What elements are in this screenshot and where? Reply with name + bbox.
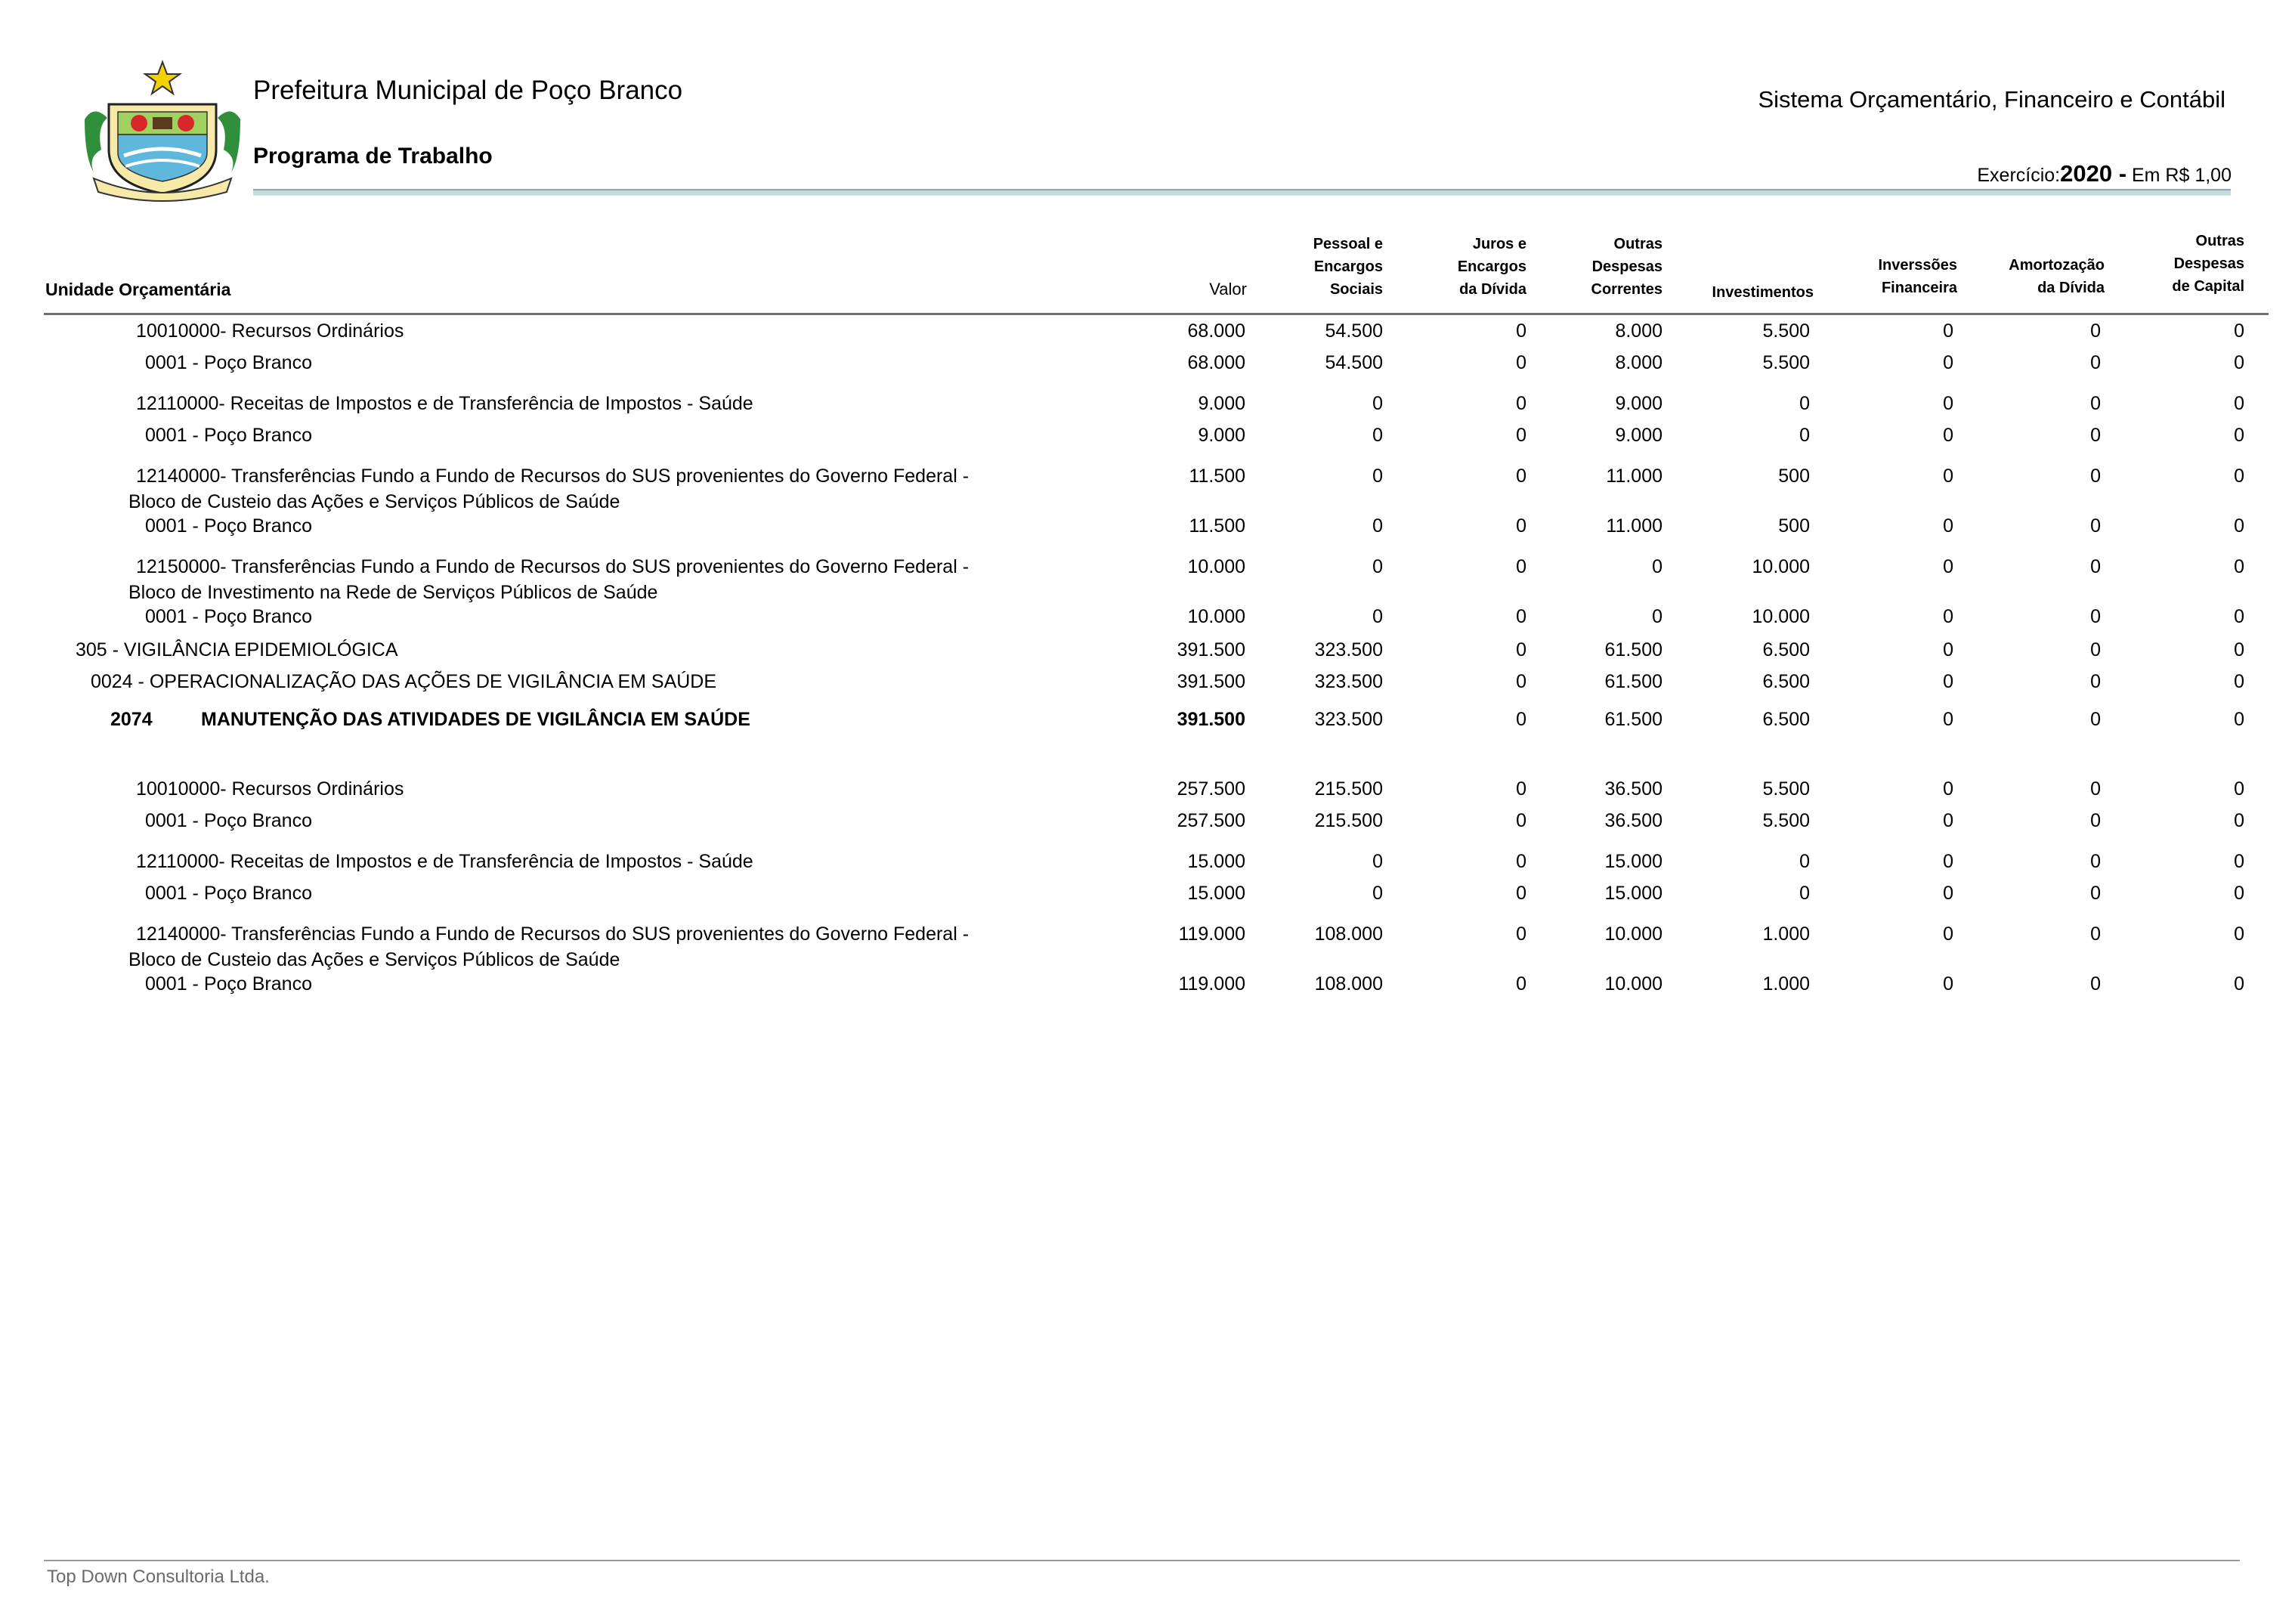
table-row (0, 671, 2295, 701)
cell-value: 10.000 (1752, 606, 1810, 627)
table-header-divider (44, 313, 2269, 315)
cell-value: 5.500 (1762, 810, 1810, 831)
cell-value: 391.500 (1177, 709, 1245, 730)
cell-value: 0 (1516, 778, 1526, 800)
cell-value: 10.000 (1752, 556, 1810, 577)
cell-value: 0 (2234, 606, 2244, 627)
cell-value: 0 (1943, 851, 1953, 872)
cell-value: 0 (1372, 883, 1383, 904)
cell-value: 54.500 (1325, 352, 1383, 373)
cell-value: 0 (2090, 515, 2101, 537)
cell-value: 0 (2234, 352, 2244, 373)
currency-note: Em R$ 1,00 (2131, 165, 2232, 186)
table-row (0, 320, 2295, 351)
cell-value: 0 (1943, 425, 1953, 446)
cell-value: 391.500 (1177, 671, 1245, 692)
cell-value: 108.000 (1314, 923, 1383, 945)
cell-value: 6.500 (1762, 671, 1810, 692)
cell-value: 15.000 (1187, 883, 1245, 904)
cell-value: 0 (2234, 556, 2244, 577)
cell-value: 11.500 (1189, 466, 1245, 487)
cell-value: 0 (1516, 851, 1526, 872)
cell-value: 500 (1778, 515, 1810, 537)
col-valor-header: Valor (1209, 280, 1247, 299)
exercise-label: Exercício: (1977, 165, 2061, 186)
cell-value: 0 (2090, 466, 2101, 487)
row-label: 0001 - Poço Branco (145, 883, 312, 904)
organization-name: Prefeitura Municipal de Poço Branco (253, 76, 683, 105)
cell-value: 0 (1943, 639, 1953, 660)
cell-value: 6.500 (1762, 709, 1810, 730)
cell-value: 10.000 (1187, 606, 1245, 627)
cell-value: 0 (1516, 606, 1526, 627)
cell-value: 61.500 (1604, 709, 1662, 730)
exercise-year: 2020 - (2060, 160, 2127, 187)
cell-value: 0 (1516, 393, 1526, 414)
cell-value: 0 (2234, 393, 2244, 414)
col-inversoes-header: Inverssões Financeira (1878, 257, 1957, 296)
table-row (0, 778, 2295, 809)
cell-value: 0 (1943, 606, 1953, 627)
header-divider (253, 189, 2231, 196)
cell-value: 0 (2090, 778, 2101, 800)
col-amortizacao-header: Amortozação da Dívida (2009, 257, 2105, 296)
cell-value: 36.500 (1604, 778, 1662, 800)
cell-value: 0 (1516, 320, 1526, 342)
table-row (0, 709, 2295, 739)
row-code: 2074 (110, 709, 153, 730)
cell-value: 0 (2090, 393, 2101, 414)
cell-value: 0 (2090, 556, 2101, 577)
cell-value: 0 (1943, 515, 1953, 537)
cell-value: 119.000 (1178, 973, 1245, 995)
cell-value: 0 (1799, 425, 1810, 446)
cell-value: 0 (1943, 466, 1953, 487)
table-row (0, 352, 2295, 382)
cell-value: 6.500 (1762, 639, 1810, 660)
cell-value: 257.500 (1177, 778, 1245, 800)
cell-value: 500 (1778, 466, 1810, 487)
cell-value: 0 (2234, 320, 2244, 342)
cell-value: 0 (1799, 393, 1810, 414)
cell-value: 15.000 (1187, 851, 1245, 872)
cell-value: 215.500 (1314, 778, 1383, 800)
col-investimentos-header: Investimentos (1712, 284, 1814, 301)
cell-value: 0 (1372, 425, 1383, 446)
cell-value: 9.000 (1615, 393, 1662, 414)
cell-value: 0 (2234, 923, 2244, 945)
cell-value: 36.500 (1604, 810, 1662, 831)
cell-value: 0 (1372, 606, 1383, 627)
cell-value: 61.500 (1604, 639, 1662, 660)
cell-value: 0 (1516, 352, 1526, 373)
cell-value: 0 (1516, 883, 1526, 904)
table-row (0, 810, 2295, 840)
cell-value: 0 (2234, 709, 2244, 730)
cell-value: 11.000 (1606, 515, 1662, 537)
cell-value: 0 (2090, 709, 2101, 730)
cell-value: 0 (2234, 851, 2244, 872)
cell-value: 8.000 (1615, 352, 1662, 373)
footer-company: Top Down Consultoria Ltda. (47, 1567, 270, 1587)
col-outras-capital-header: Outras Despesas de Capital (2172, 233, 2244, 295)
cell-value: 5.500 (1762, 778, 1810, 800)
row-label: 0001 - Poço Branco (145, 352, 312, 373)
row-label: 10010000- Recursos Ordinários (136, 778, 404, 800)
cell-value: 0 (2234, 425, 2244, 446)
table-row (0, 973, 2295, 1004)
table-row (0, 393, 2295, 423)
cell-value: 0 (1372, 466, 1383, 487)
cell-value: 0 (1943, 923, 1953, 945)
cell-value: 8.000 (1615, 320, 1662, 342)
cell-value: 323.500 (1314, 709, 1383, 730)
cell-value: 119.000 (1178, 923, 1245, 945)
row-label: 12140000- Transferências Fundo a Fundo de Recursos do SUS provenientes do Governo Federal - (136, 466, 970, 487)
cell-value: 0 (1799, 883, 1810, 904)
cell-value: 1.000 (1762, 973, 1810, 995)
cell-value: 68.000 (1187, 320, 1245, 342)
footer-divider (44, 1560, 2240, 1561)
cell-value: 0 (1943, 778, 1953, 800)
cell-value: 0 (2234, 973, 2244, 995)
col-juros-header: Juros e Encargos da Dívida (1457, 236, 1526, 298)
row-label: 0001 - Poço Branco (145, 973, 312, 995)
table-row (0, 515, 2295, 546)
cell-value: 0 (2090, 320, 2101, 342)
cell-value: 0 (1943, 556, 1953, 577)
cell-value: 68.000 (1187, 352, 1245, 373)
cell-value: 0 (1516, 466, 1526, 487)
cell-value: 108.000 (1314, 973, 1383, 995)
cell-value: 0 (1943, 393, 1953, 414)
cell-value: 11.500 (1189, 515, 1245, 537)
cell-value: 1.000 (1762, 923, 1810, 945)
cell-value: 323.500 (1314, 639, 1383, 660)
cell-value: 0 (1943, 709, 1953, 730)
cell-value: 10.000 (1604, 973, 1662, 995)
cell-value: 0 (1372, 851, 1383, 872)
cell-value: 0 (2234, 883, 2244, 904)
col-pessoal-header: Pessoal e Encargos Sociais (1313, 236, 1383, 298)
cell-value: 0 (1799, 851, 1810, 872)
cell-value: 0 (2234, 515, 2244, 537)
row-label-continuation: Bloco de Custeio das Ações e Serviços Públicos de Saúde (128, 949, 620, 970)
table-row (0, 923, 2295, 970)
coat-of-arms-logo (79, 59, 246, 204)
cell-value: 0 (1516, 639, 1526, 660)
cell-value: 10.000 (1187, 556, 1245, 577)
row-label: 12110000- Receitas de Impostos e de Transferência de Impostos - Saúde (136, 851, 753, 872)
cell-value: 0 (2090, 425, 2101, 446)
cell-value: 9.000 (1198, 425, 1245, 446)
cell-value: 5.500 (1762, 352, 1810, 373)
cell-value: 15.000 (1604, 883, 1662, 904)
row-label: 0001 - Poço Branco (145, 425, 312, 446)
row-label: 0001 - Poço Branco (145, 515, 312, 537)
col-outras-correntes-header: Outras Despesas Correntes (1591, 236, 1662, 298)
cell-value: 0 (2090, 851, 2101, 872)
table-row (0, 883, 2295, 913)
cell-value: 0 (2090, 883, 2101, 904)
row-label: 10010000- Recursos Ordinários (136, 320, 404, 342)
cell-value: 0 (2090, 606, 2101, 627)
cell-value: 0 (1652, 606, 1662, 627)
cell-value: 15.000 (1604, 851, 1662, 872)
cell-value: 215.500 (1314, 810, 1383, 831)
cell-value: 0 (2090, 810, 2101, 831)
cell-value: 0 (2090, 639, 2101, 660)
row-label-continuation: Bloco de Custeio das Ações e Serviços Públicos de Saúde (128, 491, 620, 512)
cell-value: 0 (1516, 425, 1526, 446)
cell-value: 323.500 (1314, 671, 1383, 692)
cell-value: 0 (2234, 639, 2244, 660)
cell-value: 0 (1516, 923, 1526, 945)
row-label: 12110000- Receitas de Impostos e de Transferência de Impostos - Saúde (136, 393, 753, 414)
table-row (0, 851, 2295, 881)
cell-value: 0 (1372, 393, 1383, 414)
cell-value: 0 (2234, 778, 2244, 800)
cell-value: 0 (2090, 352, 2101, 373)
cell-value: 0 (1372, 515, 1383, 537)
cell-value: 10.000 (1604, 923, 1662, 945)
system-name: Sistema Orçamentário, Financeiro e Contábil (1758, 86, 2225, 113)
cell-value: 0 (2090, 923, 2101, 945)
table-row (0, 425, 2295, 455)
cell-value: 0 (1516, 515, 1526, 537)
col-unit-header: Unidade Orçamentária (45, 280, 231, 299)
cell-value: 0 (1943, 883, 1953, 904)
row-label: 0001 - Poço Branco (145, 810, 312, 831)
cell-value: 0 (2234, 671, 2244, 692)
row-label-continuation: Bloco de Investimento na Rede de Serviços Públicos de Saúde (128, 582, 658, 603)
cell-value: 54.500 (1325, 320, 1383, 342)
cell-value: 0 (2234, 466, 2244, 487)
cell-value: 11.000 (1606, 466, 1662, 487)
cell-value: 0 (1943, 320, 1953, 342)
row-label: 305 - VIGILÂNCIA EPIDEMIOLÓGICA (76, 639, 398, 660)
table-row (0, 556, 2295, 603)
cell-value: 0 (1516, 973, 1526, 995)
cell-value: 9.000 (1198, 393, 1245, 414)
cell-value: 5.500 (1762, 320, 1810, 342)
cell-value: 0 (1516, 556, 1526, 577)
row-label: 12140000- Transferências Fundo a Fundo de Recursos do SUS provenientes do Governo Federal - (136, 923, 970, 945)
row-label: MANUTENÇÃO DAS ATIVIDADES DE VIGILÂNCIA EM SAÚDE (201, 709, 750, 730)
cell-value: 391.500 (1177, 639, 1245, 660)
cell-value: 257.500 (1177, 810, 1245, 831)
cell-value: 0 (1943, 973, 1953, 995)
cell-value: 61.500 (1604, 671, 1662, 692)
cell-value: 0 (1652, 556, 1662, 577)
cell-value: 0 (1943, 671, 1953, 692)
cell-value: 0 (1516, 810, 1526, 831)
report-title: Programa de Trabalho (253, 144, 493, 169)
row-label: 0001 - Poço Branco (145, 606, 312, 627)
cell-value: 0 (1372, 556, 1383, 577)
cell-value: 0 (1943, 352, 1953, 373)
cell-value: 0 (2090, 973, 2101, 995)
table-row (0, 466, 2295, 512)
exercise-info (1977, 160, 2232, 187)
cell-value: 0 (1516, 709, 1526, 730)
row-label: 12150000- Transferências Fundo a Fundo de Recursos do SUS provenientes do Governo Federal - (136, 556, 970, 577)
cell-value: 0 (1516, 671, 1526, 692)
cell-value: 0 (2090, 671, 2101, 692)
table-row (0, 606, 2295, 636)
cell-value: 0 (2234, 810, 2244, 831)
cell-value: 9.000 (1615, 425, 1662, 446)
row-label: 0024 - OPERACIONALIZAÇÃO DAS AÇÕES DE VIGILÂNCIA EM SAÚDE (91, 671, 717, 692)
cell-value: 0 (1943, 810, 1953, 831)
table-row (0, 639, 2295, 670)
